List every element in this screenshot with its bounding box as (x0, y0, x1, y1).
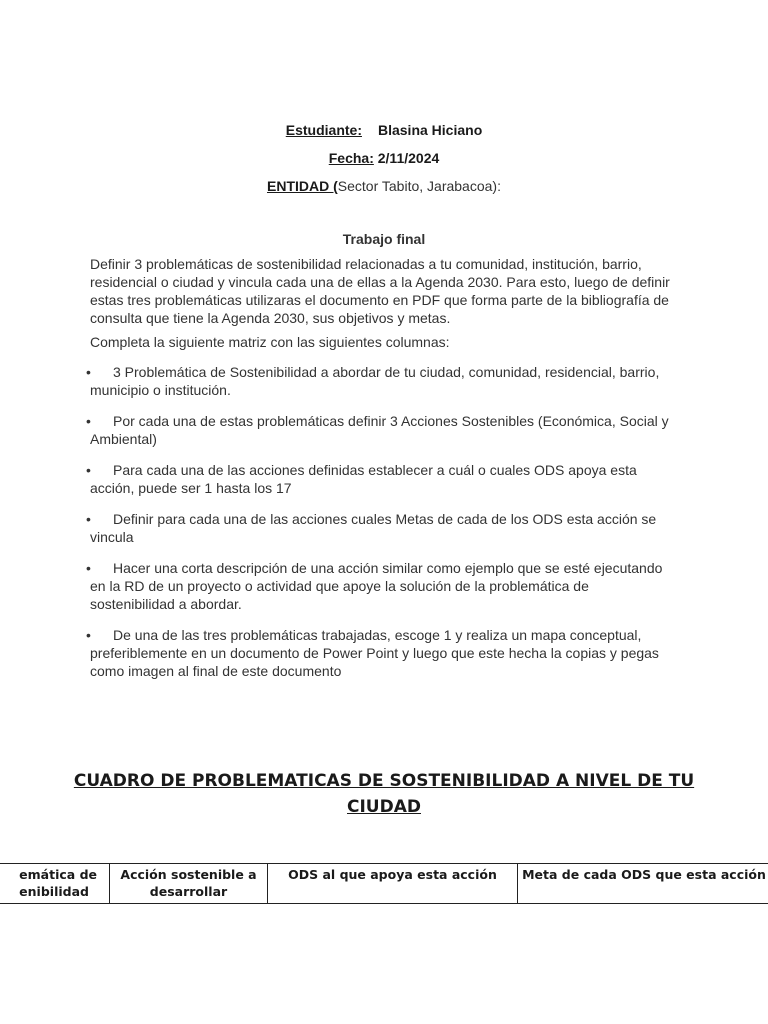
column-header-meta: Meta de cada ODS que esta acción (522, 867, 766, 882)
instruction-list (90, 363, 670, 693)
instruction-paragraph: Completa la siguiente matriz con las siguientes columnas: (90, 334, 450, 350)
date-line (0, 150, 768, 166)
list-item: • Para cada una de las acciones definidas establecer a cuál o cuales ODS apoya esta acción, puede ser 1 hasta los 17 (90, 461, 670, 497)
entity-label: ENTIDAD ( (267, 178, 338, 194)
list-item: • Por cada una de estas problemáticas definir 3 Acciones Sostenibles (Económica, Social y Ambiental) (90, 412, 670, 448)
column-header-accion: Acción sostenible a desarrollar (110, 864, 268, 903)
problems-table-header (0, 863, 768, 904)
student-label: Estudiante: (285, 122, 362, 138)
date-label: Fecha: (328, 150, 374, 166)
list-item: • Definir para cada una de las acciones cuales Metas de cada de los ODS esta acción se vincula (90, 510, 670, 546)
list-item: • 3 Problemática de Sostenibilidad a abordar de tu ciudad, comunidad, residencial, barrio, municipio o institución. (90, 363, 670, 399)
list-item: • De una de las tres problemáticas trabajadas, escoge 1 y realiza un mapa conceptual, preferiblemente en un documento de Power Point y luego que este hecha la copias y pegas como imagen al final de este documento (90, 626, 670, 680)
student-line (0, 122, 768, 138)
student-name: Blasina Hiciano (377, 122, 483, 138)
entity-value: Sector Tabito, Jarabacoa): (337, 178, 501, 194)
list-item: • Hacer una corta descripción de una acción similar como ejemplo que se esté ejecutando en la RD de un proyecto o actividad que apoye la solución de la problemática de sostenibilidad a abordar. (90, 559, 670, 613)
intro-paragraph: Definir 3 problemáticas de sostenibilidad relacionadas a tu comunidad, institución, barrio, residencial o ciudad y vincula cada una de ellas a la Agenda 2030. Para esto, luego de definir estas tres problemáticas utilizaras el documento en PDF que forma parte de la bibliografía de consulta que tiene la Agenda 2030, sus objetivos y metas. (90, 256, 670, 326)
date-value: 2/11/2024 (377, 150, 440, 166)
column-header-problematica: emática de enibilidad (0, 864, 110, 903)
document-title: Trabajo final (342, 231, 426, 247)
column-header-ods: ODS al que apoya esta acción (268, 864, 518, 903)
entity-line (0, 178, 768, 194)
table-title: CUADRO DE PROBLEMATICAS DE SOSTENIBILIDAD A NIVEL DE TU CIUDAD (73, 771, 695, 817)
